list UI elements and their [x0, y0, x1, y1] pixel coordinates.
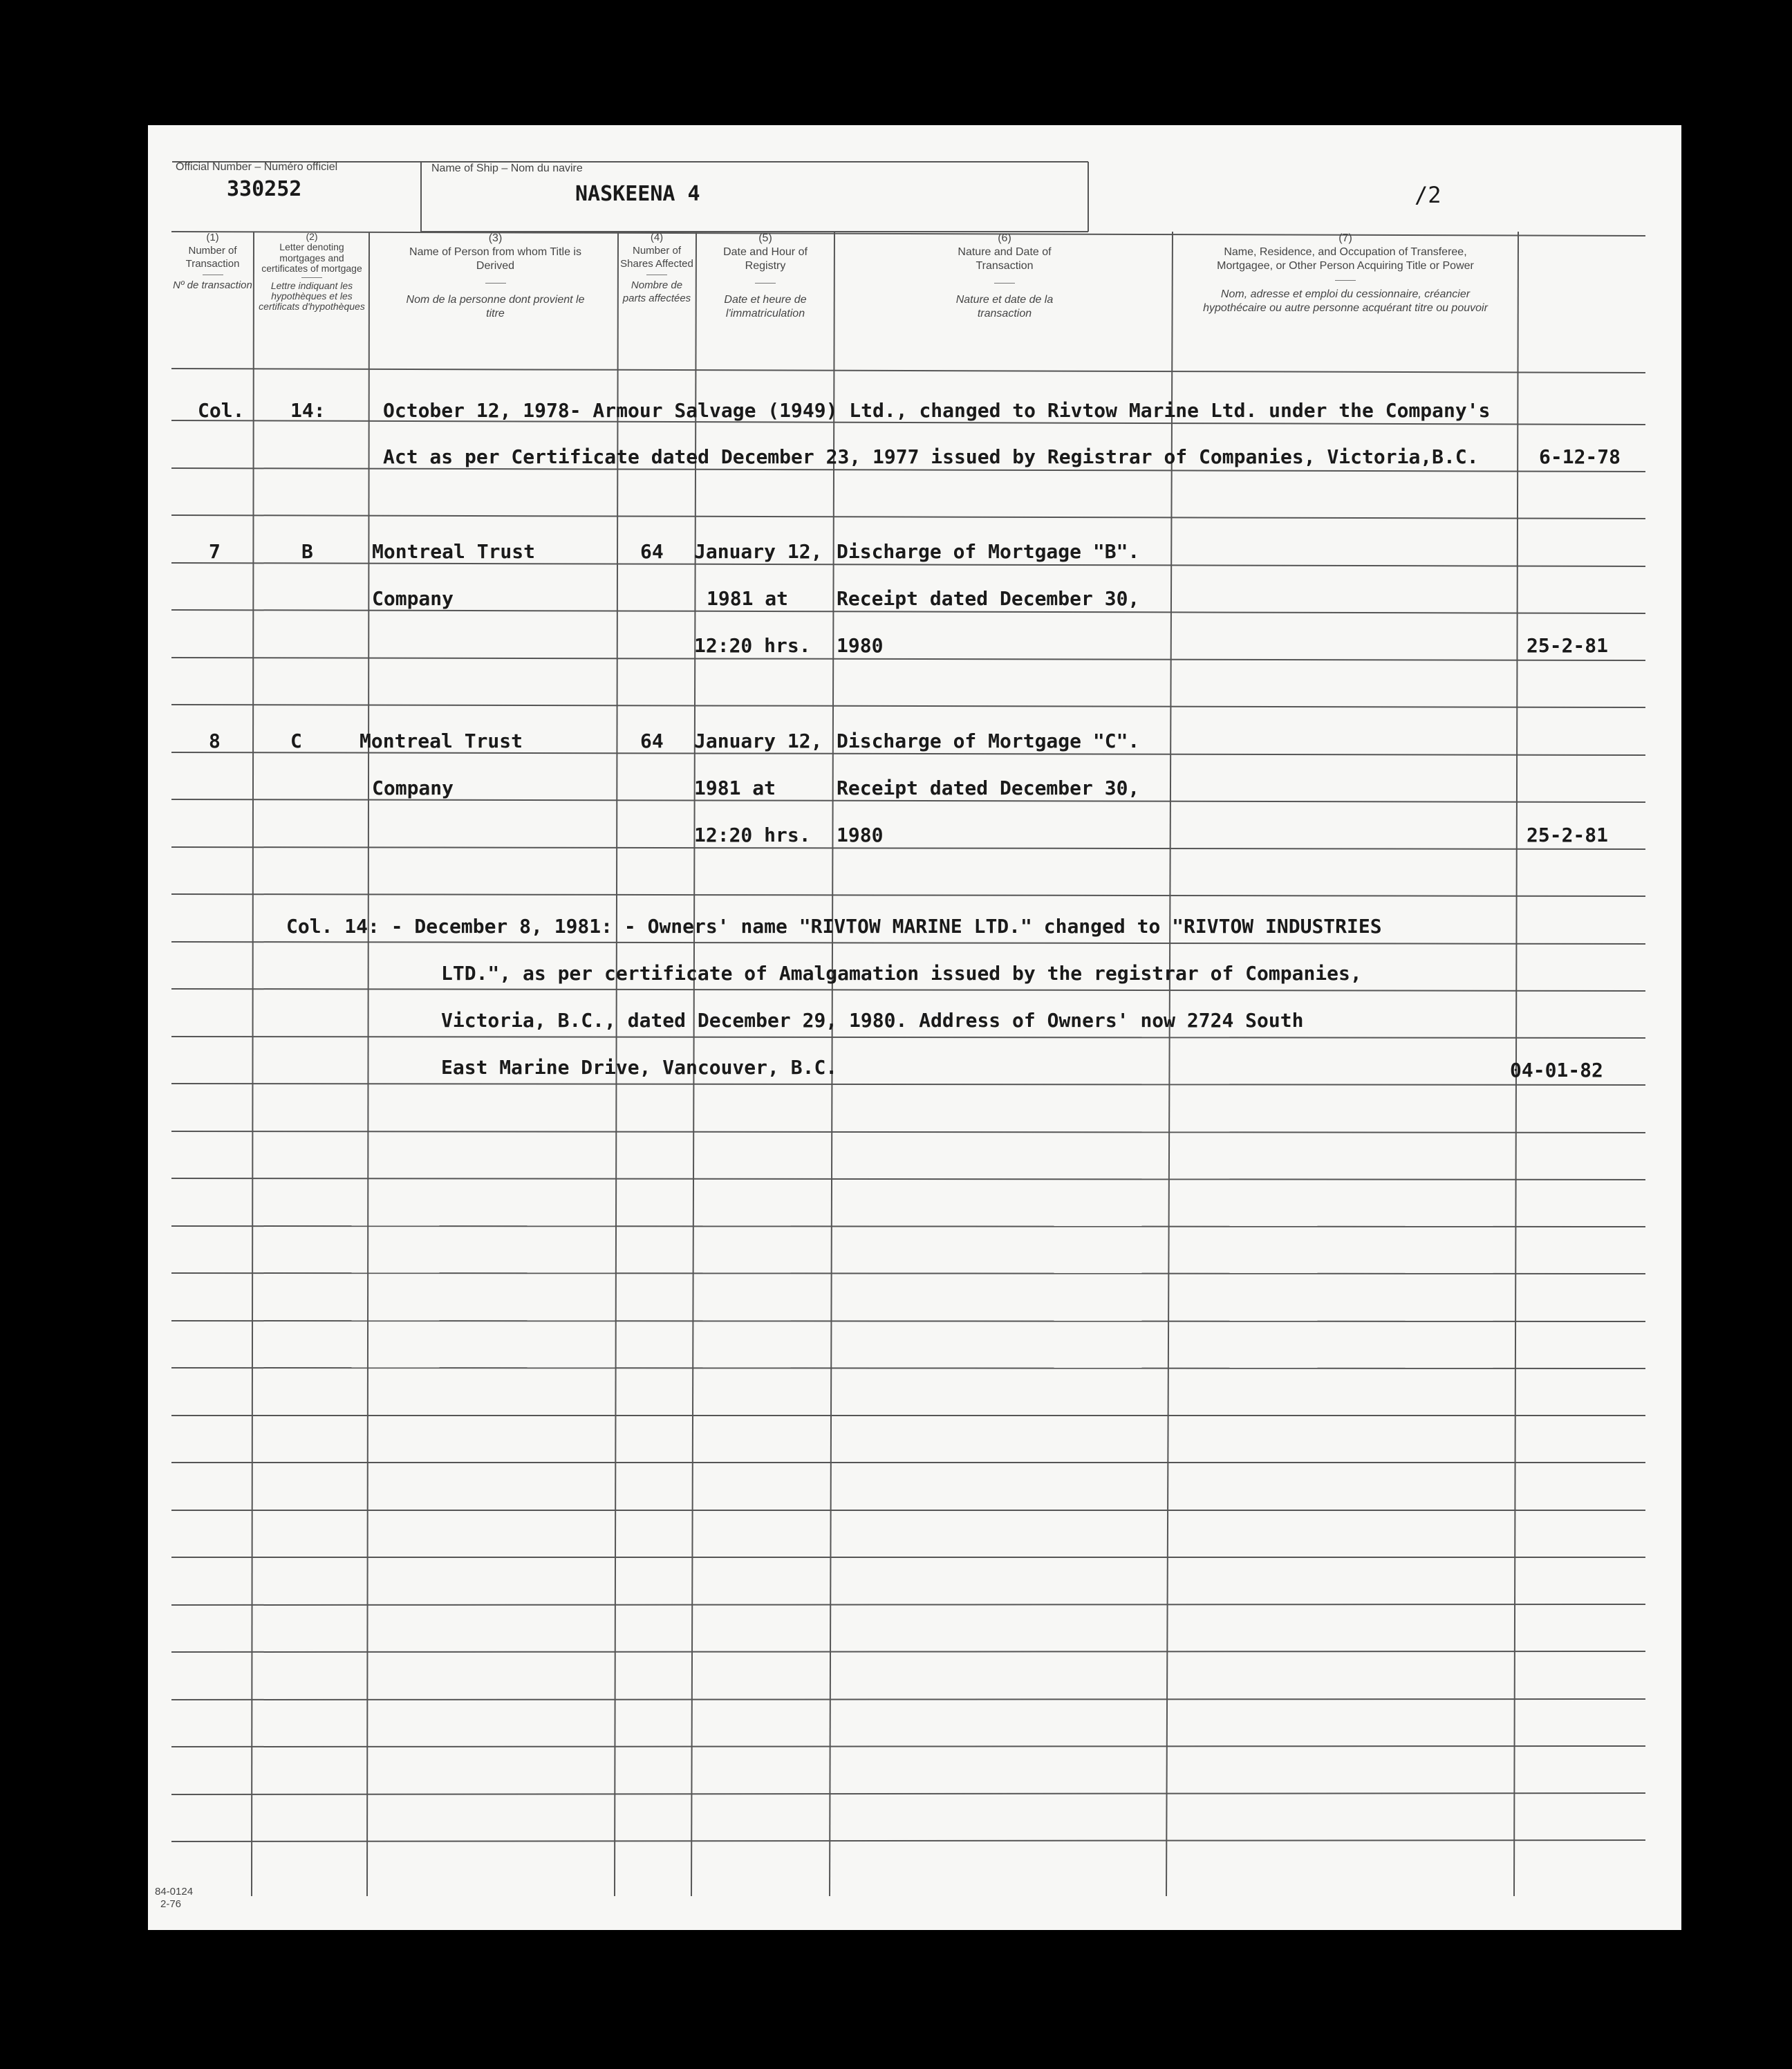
form-revision: 2-76 — [160, 1898, 182, 1910]
column-header-3: (3) Name of Person from whom Title is Derived Nom de la personne dont provient le titre — [406, 232, 585, 319]
entry2-date: 25-2-81 — [1527, 634, 1609, 657]
entry4-line1: Col. 14: - December 8, 1981: - Owners' name "RIVTOW MARINE LTD." changed to "RIVTOW INDUSTRIES — [286, 915, 1382, 938]
page-number: /2 — [1415, 182, 1441, 208]
entry2-date3: 12:20 hrs. — [694, 634, 811, 657]
entry2-num: 7 — [209, 540, 221, 563]
entry1-col: Col. — [198, 399, 245, 422]
entry3-shares: 64 — [640, 730, 664, 752]
ship-name-label: Name of Ship – Nom du navire — [431, 163, 583, 174]
column-header-2: (2) Letter denoting mortgages and certificates of mortgage Lettre indiquant les hypothèques et les certificats d'hypothèques — [259, 231, 365, 313]
entry2-shares: 64 — [640, 540, 664, 563]
entry2-nature3: 1980 — [837, 634, 884, 657]
entry4-line3: Victoria, B.C., dated December 29, 1980. Address of Owners' now 2724 South — [441, 1009, 1304, 1032]
entry3-nature2: Receipt dated December 30, — [837, 777, 1140, 799]
entry2-date1: January 12, — [694, 540, 823, 563]
entry3-date: 25-2-81 — [1527, 824, 1609, 846]
entry4-line4: East Marine Drive, Vancouver, B.C. — [441, 1056, 838, 1079]
entry4-line2: LTD.", as per certificate of Amalgamation issued by the registrar of Companies, — [441, 962, 1362, 985]
entry2-date2: 1981 at — [707, 587, 789, 610]
entry2-name2: Company — [372, 587, 454, 610]
column-header-1: (1) Number of Transaction Nº de transaction — [173, 232, 252, 292]
entry3-name2: Company — [372, 777, 454, 799]
column-header-5: (5) Date and Hour of Registry Date et heure de l'immatriculation — [723, 232, 808, 319]
column-header-4: (4) Number of Shares Affected Nombre de parts affectées — [620, 232, 693, 304]
entry1-line2: Act as per Certificate dated December 23, 1977 issued by Registrar of Companies, Victoria,B.C. — [383, 445, 1479, 468]
entry3-nature3: 1980 — [837, 824, 884, 846]
entry1-num: 14: — [290, 399, 326, 422]
entry3-date3: 12:20 hrs. — [694, 824, 811, 846]
entry3-nature1: Discharge of Mortgage "C". — [837, 730, 1140, 752]
entry1-date: 6-12-78 — [1539, 445, 1621, 468]
entry2-nature2: Receipt dated December 30, — [837, 587, 1140, 610]
entry4-date: 04-01-82 — [1510, 1059, 1603, 1082]
entry2-name1: Montreal Trust — [372, 540, 536, 563]
ship-name: NASKEENA 4 — [575, 182, 700, 206]
entry3-num: 8 — [209, 730, 221, 752]
entry2-letter: B — [301, 540, 313, 563]
register-page — [148, 125, 1681, 1930]
entry1-line1: October 12, 1978- Armour Salvage (1949) Ltd., changed to Rivtow Marine Ltd. under the Company's — [383, 399, 1491, 422]
entry3-date2: 1981 at — [694, 777, 776, 799]
entry3-name1: Montreal Trust — [360, 730, 523, 752]
official-number: 330252 — [227, 177, 302, 201]
entry2-nature1: Discharge of Mortgage "B". — [837, 540, 1140, 563]
form-number: 84-0124 — [155, 1886, 194, 1898]
entry3-date1: January 12, — [694, 730, 823, 752]
column-header-6: (6) Nature and Date of Transaction Nature et date de la transaction — [955, 232, 1054, 319]
column-header-7: (7) Name, Residence, and Occupation of Transferee, Mortgagee, or Other Person Acquiring Title or Power Nom, adresse et emploi du cessionnaire, créancier hypothécaire ou autre personne acquérant titre ou pouvoir — [1203, 232, 1488, 314]
entry3-letter: C — [290, 730, 302, 752]
official-number-label: Official Number – Numéro officiel — [176, 161, 338, 173]
